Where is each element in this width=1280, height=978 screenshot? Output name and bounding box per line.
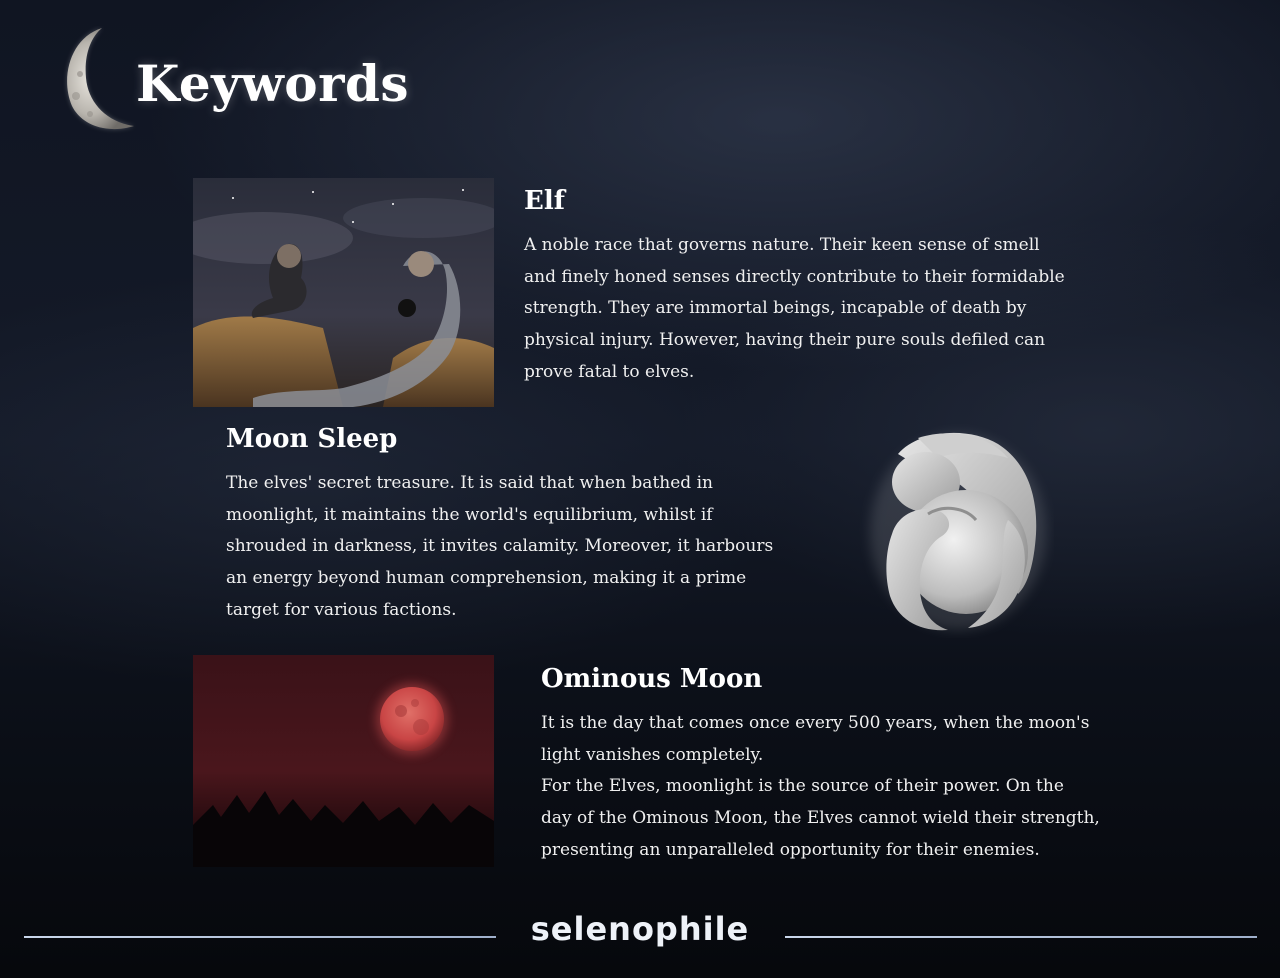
- keyword-description: It is the day that comes once every 500 years, when the moon's light vanishes completely. For the Elves, moonlight is the source of their power. On the day of the Ominous Moon, the Elves cannot wield their strength, presenting an unparalleled opportunity for their enemies.: [541, 713, 1100, 860]
- keyword-moon-sleep: [226, 422, 806, 627]
- keyword-title: Moon Sleep: [226, 424, 398, 454]
- footer-divider-right: [785, 936, 1257, 938]
- red-moon-sky-image: [193, 655, 494, 867]
- keyword-description: A noble race that governs nature. Their keen sense of smell and finely honed senses directly contribute to their formidable strength. They are immortal beings, incapable of death by physical injury. However, having their pure souls defiled can prove fatal to elves.: [524, 235, 1065, 382]
- keyword-description: The elves' secret treasure. It is said that when bathed in moonlight, it maintains the world's equilibrium, whilst if shrouded in darkness, it invites calamity. Moreover, it harbours an energy beyond human comprehension, making it a prime target for various factions.: [226, 473, 774, 620]
- keyword-elf: [524, 184, 1084, 389]
- brand-logo: selenophile: [530, 910, 750, 948]
- crescent-moon-icon: [60, 26, 144, 134]
- keyword-title: Elf: [524, 186, 565, 216]
- elves-on-rock-night-image: [193, 178, 494, 407]
- statue-embracing-orb-image: [858, 424, 1054, 638]
- page-title: Keywords: [136, 54, 410, 113]
- footer-divider-left: [24, 936, 496, 938]
- keyword-ominous-moon: [541, 662, 1141, 867]
- keyword-title: Ominous Moon: [541, 664, 763, 694]
